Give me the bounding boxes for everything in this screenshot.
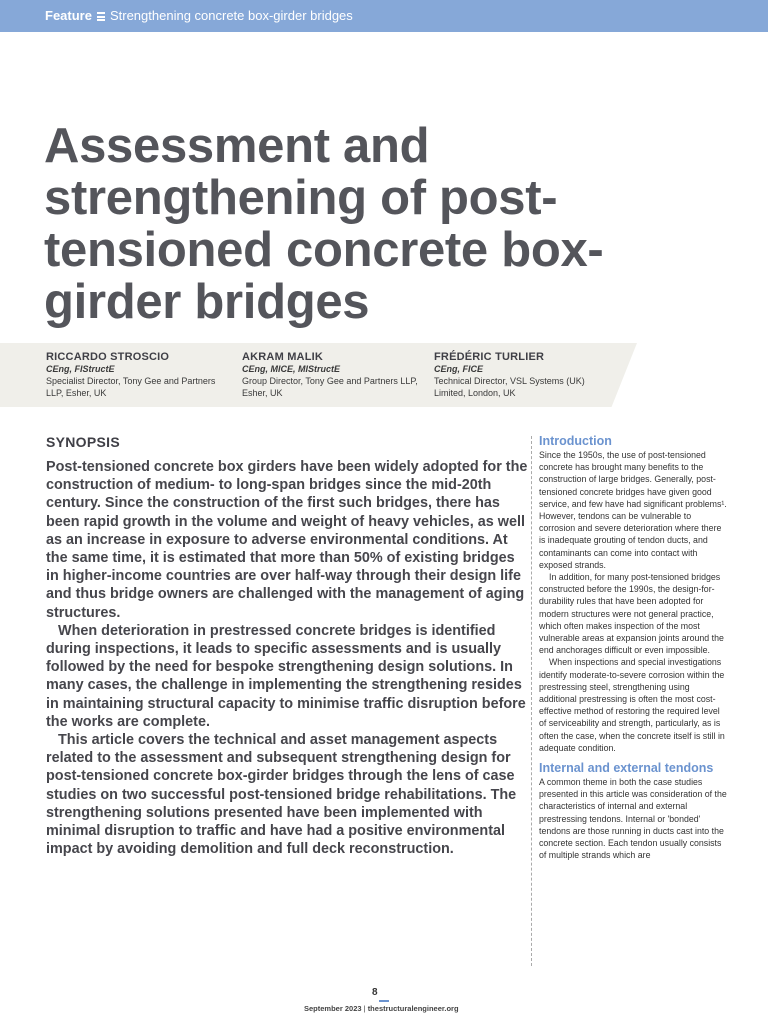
- triple-bar-icon: [97, 12, 105, 21]
- author-credentials: CEng, FIStructE: [46, 364, 115, 374]
- section-label: Strengthening concrete box-girder bridges: [109, 8, 353, 23]
- synopsis-paragraph: When deterioration in prestressed concrete bridges is identified during inspections, it leads to specific assessments and is usually followed by the need for bespoke strengthening design solutions. In many cases, the challenge in implementing the strengthening resides in maintaining structural capacity to minimise traffic disruption before the works are complete.: [46, 622, 526, 730]
- page-number: 8: [372, 987, 378, 998]
- author-name: AKRAM MALIK: [242, 351, 324, 363]
- section-header: [45, 8, 353, 23]
- body-paragraph: A common theme in both the case studies presented in this article was consideration of the characteristics of internal and external prestressing tendons. Internal or 'bonded' tendons are those running in ducts cast into the concrete section. Each tendon usually consists of multiple strands which are: [539, 777, 727, 861]
- footer-separator: |: [363, 1004, 366, 1013]
- author-role: Group Director, Tony Gee and Partners LLP, Esher, UK: [242, 376, 418, 398]
- synopsis-heading: SYNOPSIS: [46, 434, 120, 450]
- website-link[interactable]: thestructuralengineer.org: [367, 1004, 459, 1013]
- author-1: [46, 351, 226, 399]
- body-paragraph: In addition, for many post-tensioned bridges constructed before the 1990s, the design-for-durability rules that have been adopted for modern structures were not general practice, which often makes inspection of the most vulnerable areas at expansion joints around the end anchorages difficult or even impossible.: [539, 572, 724, 656]
- body-paragraph: Since the 1950s, the use of post-tensioned concrete has brought many benefits to the construction of large bridges. Generally, post-tensioned concrete bridges have given good service, and few have had significant problems¹. However, tendons can be vulnerable to corrosion and severe deterioration where there is inadequate grouting of tendon ducts, and contaminants can come into contact with exposed strands.: [539, 450, 727, 570]
- body-column: [539, 433, 729, 862]
- synopsis-paragraph: This article covers the technical and asset management aspects related to the assessment and subsequent strengthening design for post-tensioned concrete box-girder bridges through the lens of case studies on two successful post-tensioned bridge rehabilitations. The strengthening solutions presented have been implemented with minimal disruption to traffic and have had a positive environmental impact by avoiding demolition and full deck reconstruction.: [46, 732, 517, 858]
- section-header-bar: [0, 0, 768, 32]
- synopsis-body: [46, 458, 528, 858]
- author-3: [434, 351, 604, 399]
- feature-label: Feature: [45, 8, 92, 23]
- introduction-heading: Introduction: [539, 434, 612, 448]
- author-role: Specialist Director, Tony Gee and Partners LLP, Esher, UK: [46, 376, 216, 398]
- author-name: RICCARDO STROSCIO: [46, 351, 170, 363]
- author-name: FRÉDÉRIC TURLIER: [434, 351, 545, 363]
- body-paragraph: When inspections and special investigations identify moderate-to-severe corrosion within the prestressing steel, strengthening using additional prestressing is often the most cost-effective method of restoring the required level of serviceability and strength, particularly, as is often the case, when the concrete itself is still in adequate condition.: [539, 657, 725, 753]
- page-number-underline: [379, 1000, 389, 1002]
- author-2: [242, 351, 427, 399]
- page-footer: [304, 1004, 459, 1013]
- issue-date: September 2023: [304, 1004, 362, 1013]
- author-credentials: CEng, MICE, MIStructE: [242, 364, 341, 374]
- tendons-heading: Internal and external tendons: [539, 761, 714, 776]
- synopsis-paragraph: Post-tensioned concrete box girders have been widely adopted for the construction of medium- to long-span bridges since the mid-20th century. Since the construction of the first such bridges, there has been rapid growth in the volume and weight of heavy vehicles, as well as an increase in exposure to adverse environmental conditions. At the same time, it is estimated that more than 50% of existing bridges in higher-income countries are over half-way through their design life and thus bridge owners are challenged with the management of aging structures.: [46, 459, 528, 621]
- article-title: Assessment and strengthening of post-tensioned concrete box-girder bridges: [44, 119, 604, 329]
- column-divider: [531, 436, 532, 966]
- author-credentials: CEng, FICE: [434, 364, 483, 374]
- author-role: Technical Director, VSL Systems (UK) Limited, London, UK: [434, 376, 585, 398]
